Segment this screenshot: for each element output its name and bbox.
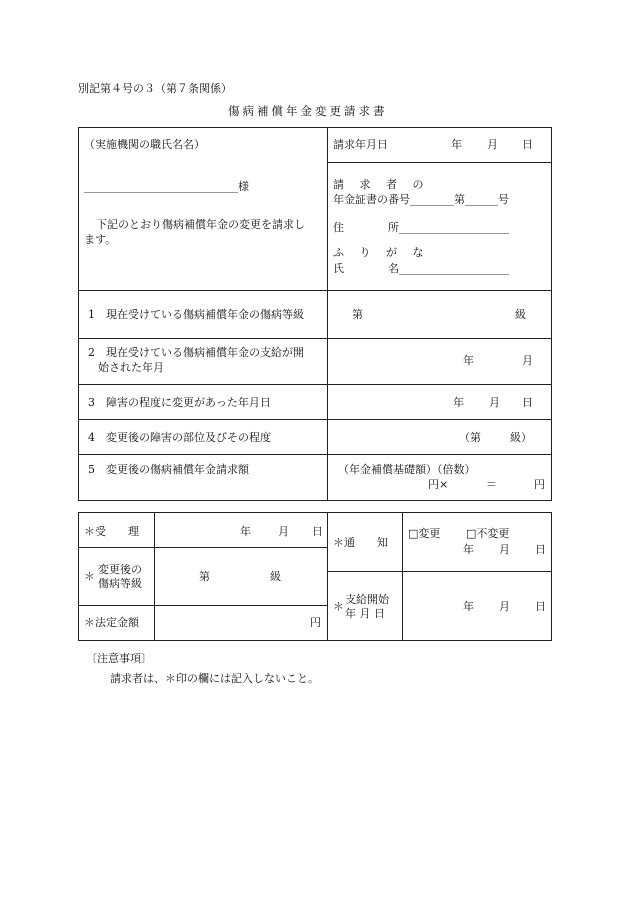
item-1-label: 現在受けている傷病補償年金の傷病等級 (106, 308, 304, 321)
request-text-2: ます。 (84, 233, 117, 246)
item-5-yen[interactable]: 円 (534, 478, 545, 491)
notes-heading: 〔注意事項〕 (86, 652, 152, 665)
form-number: 別記第４号の３（第７条関係） (78, 82, 232, 95)
item-3-number: 3 (88, 396, 95, 409)
item-5-yen-times[interactable]: 円× (428, 478, 449, 491)
grade-label-2: 傷病等級 (98, 577, 142, 590)
start-day[interactable]: 日 (535, 600, 546, 613)
notice-no-change-checkbox[interactable]: □不変更 (466, 527, 510, 540)
name-field[interactable]: 氏 名____________________ (333, 262, 509, 275)
page-title: 傷病補償年金変更請求書 (228, 104, 388, 118)
item-3-day[interactable]: 日 (522, 396, 533, 409)
item-5-number: 5 (88, 463, 95, 476)
address-field[interactable]: 住 所____________________ (333, 221, 509, 234)
claimant-title: 請 求 者 の (333, 178, 430, 191)
item-5-formula-label: （年金補償基礎額）（倍数） (338, 463, 476, 476)
receipt-year[interactable]: 年 (240, 525, 251, 538)
grade-star: ＊ (84, 570, 95, 583)
legal-amount-yen[interactable]: 円 (310, 616, 321, 629)
item-2-label: 現在受けている傷病補償年金の支給が開 (106, 346, 304, 359)
official-name-label: （実施機関の職氏名名） (84, 138, 205, 151)
notice-label: ＊通 知 (333, 536, 388, 549)
addressee-line[interactable]: ____________________________様 (84, 180, 249, 193)
item-2-number: 2 (88, 346, 95, 359)
item-1-kyu[interactable]: 級 (515, 308, 526, 321)
item-2-year[interactable]: 年 (463, 354, 474, 367)
notice-year[interactable]: 年 (463, 543, 474, 556)
item-4-dai[interactable]: （第 (459, 431, 481, 444)
request-date-year[interactable]: 年 (451, 138, 462, 151)
certificate-number-field[interactable]: 年金証書の番号________第______号 (333, 193, 509, 206)
receipt-month[interactable]: 月 (278, 525, 289, 538)
start-month[interactable]: 月 (499, 600, 510, 613)
grade-kyu[interactable]: 級 (270, 570, 281, 583)
item-4-kyu[interactable]: 級） (510, 431, 532, 444)
receipt-day[interactable]: 日 (312, 525, 323, 538)
grade-label-1: 変更後の (98, 563, 142, 576)
furigana-label: ふ り が な (333, 246, 430, 259)
item-5-label: 変更後の傷病補償年金請求額 (106, 463, 249, 476)
start-year[interactable]: 年 (463, 600, 474, 613)
start-label-1: 支給開始 (345, 593, 389, 606)
request-text-1: 下記のとおり傷病補償年金の変更を請求し (96, 218, 305, 231)
request-date-label: 請求年月日 (333, 138, 388, 151)
item-5-equals: ＝ (486, 478, 497, 491)
item-3-label: 障害の程度に変更があった年月日 (106, 396, 271, 409)
notice-day[interactable]: 日 (535, 543, 546, 556)
item-4-number: 4 (88, 431, 95, 444)
item-2-month[interactable]: 月 (522, 354, 533, 367)
item-1-dai[interactable]: 第 (352, 308, 363, 321)
notice-month[interactable]: 月 (499, 543, 510, 556)
start-star: ＊ (333, 600, 344, 613)
start-label-2: 年 月 日 (345, 607, 385, 620)
grade-dai[interactable]: 第 (199, 570, 210, 583)
item-2-label-cont: 始された年月 (98, 361, 164, 374)
item-3-year[interactable]: 年 (453, 396, 464, 409)
item-1-number: 1 (88, 308, 95, 321)
notice-change-checkbox[interactable]: □変更 (408, 527, 441, 540)
notes-text: 請求者は、＊印の欄には記入しないこと。 (110, 672, 319, 685)
receipt-label: ＊受 理 (84, 525, 139, 538)
request-date-month[interactable]: 月 (487, 138, 498, 151)
item-3-month[interactable]: 月 (489, 396, 500, 409)
legal-amount-label: ＊法定金額 (84, 616, 139, 629)
item-4-label: 変更後の障害の部位及びその程度 (106, 431, 271, 444)
request-date-day[interactable]: 日 (522, 138, 533, 151)
